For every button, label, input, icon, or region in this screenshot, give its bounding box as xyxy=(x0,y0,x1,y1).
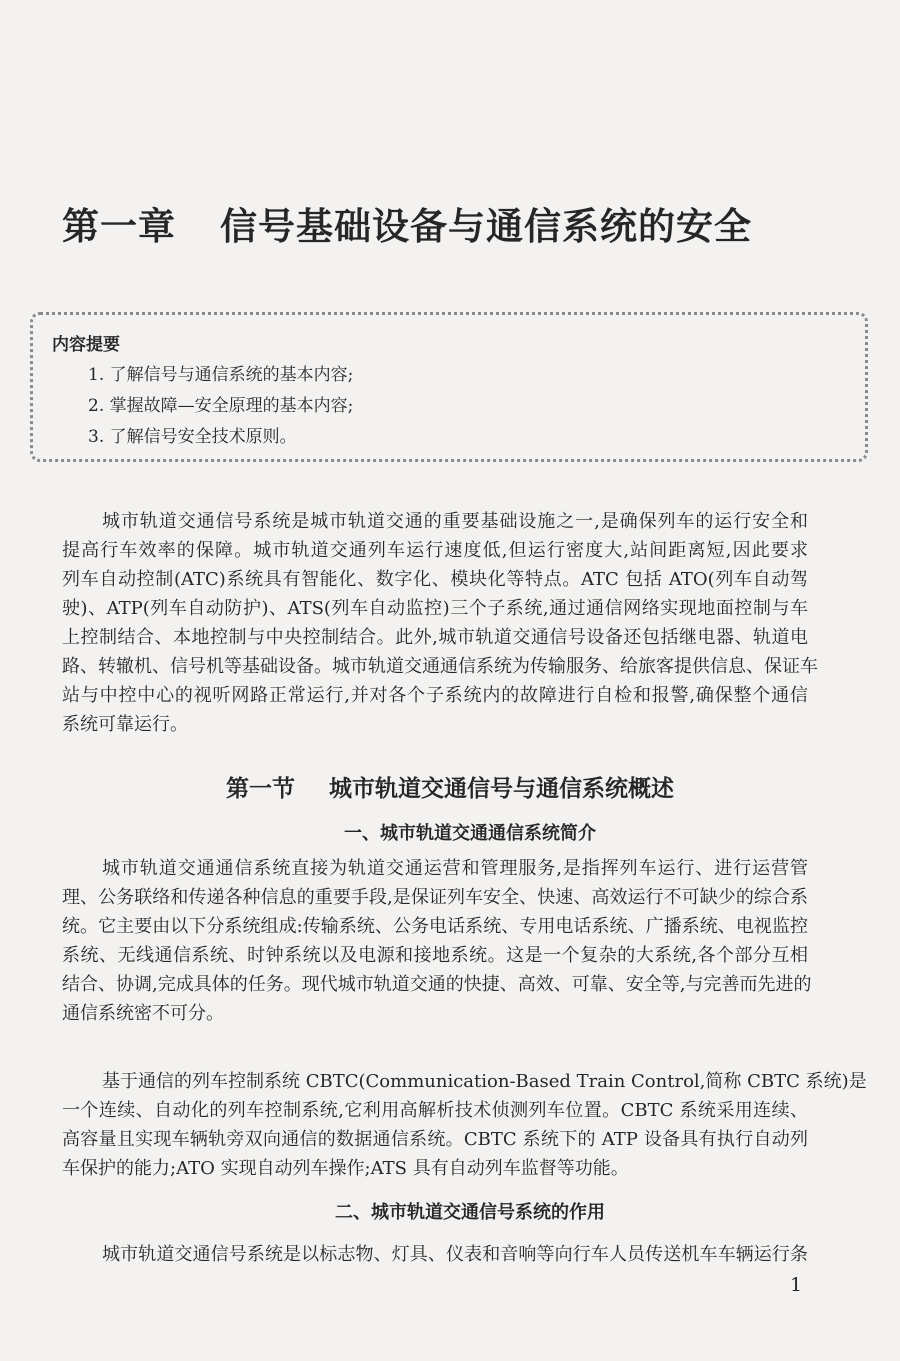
text-line: 通信系统密不可分。 xyxy=(62,1003,224,1024)
chapter-name: 信号基础设备与通信系统的安全 xyxy=(220,204,752,248)
section-name: 城市轨道交通信号与通信系统概述 xyxy=(329,776,674,802)
section-number: 第一节 xyxy=(226,776,295,802)
summary-item: 2. 掌握故障—安全原理的基本内容; xyxy=(88,396,354,416)
text-line: 列车自动控制(ATC)系统具有智能化、数字化、模块化等特点。ATC 包括 ATO(列车自动驾 xyxy=(62,569,808,590)
subheading-2: 二、城市轨道交通信号系统的作用 xyxy=(335,1202,605,1223)
text-line: 统。它主要由以下分系统组成:传输系统、公务电话系统、专用电话系统、广播系统、电视监控 xyxy=(62,916,808,937)
summary-heading: 内容提要 xyxy=(52,335,120,355)
text-line: 驶)、ATP(列车自动防护)、ATS(列车自动监控)三个子系统,通过通信网络实现地面控制与车 xyxy=(62,598,808,619)
chapter-number: 第一章 xyxy=(62,204,176,248)
text-line: 上控制结合、本地控制与中央控制结合。此外,城市轨道交通信号设备还包括继电器、轨道电 xyxy=(62,627,808,648)
page-number: 1 xyxy=(790,1274,803,1296)
text-line: 系统可靠运行。 xyxy=(62,714,188,735)
text-line: 一个连续、自动化的列车控制系统,它利用高解析技术侦测列车位置。CBTC 系统采用连续、 xyxy=(62,1100,808,1121)
text-line: 城市轨道交通通信系统直接为轨道交通运营和管理服务,是指挥列车运行、进行运营管 xyxy=(102,858,808,879)
summary-item: 1. 了解信号与通信系统的基本内容; xyxy=(88,365,354,385)
text-line: 理、公务联络和传递各种信息的重要手段,是保证列车安全、快速、高效运行不可缺少的综合系 xyxy=(62,887,808,908)
text-line: 系统、无线通信系统、时钟系统以及电源和接地系统。这是一个复杂的大系统,各个部分互相 xyxy=(62,945,808,966)
text-line: 车保护的能力;ATO 实现自动列车操作;ATS 具有自动列车监督等功能。 xyxy=(62,1158,629,1179)
text-line: 城市轨道交通信号系统是以标志物、灯具、仪表和音响等向行车人员传送机车车辆运行条 xyxy=(102,1244,808,1265)
text-line: 路、转辙机、信号机等基础设备。城市轨道交通通信系统为传输服务、给旅客提供信息、保证车 xyxy=(62,656,818,677)
summary-item: 3. 了解信号安全技术原则。 xyxy=(88,427,297,447)
subheading-1: 一、城市轨道交通通信系统简介 xyxy=(344,823,596,844)
text-line: 高容量且实现车辆轨旁双向通信的数据通信系统。CBTC 系统下的 ATP 设备具有执行自动列 xyxy=(62,1129,808,1150)
section-title xyxy=(0,770,900,803)
text-line: 提高行车效率的保障。城市轨道交通列车运行速度低,但运行密度大,站间距离短,因此要求 xyxy=(62,540,808,561)
chapter-title xyxy=(62,196,752,250)
text-line: 站与中控中心的视听网路正常运行,并对各个子系统内的故障进行自检和报警,确保整个通信 xyxy=(62,685,808,706)
text-line: 基于通信的列车控制系统 CBTC(Communication-Based Train Control,简称 CBTC 系统)是 xyxy=(102,1071,867,1092)
text-line: 结合、协调,完成具体的任务。现代城市轨道交通的快捷、高效、可靠、安全等,与完善而先进的 xyxy=(62,974,812,995)
text-line: 城市轨道交通信号系统是城市轨道交通的重要基础设施之一,是确保列车的运行安全和 xyxy=(102,511,808,532)
